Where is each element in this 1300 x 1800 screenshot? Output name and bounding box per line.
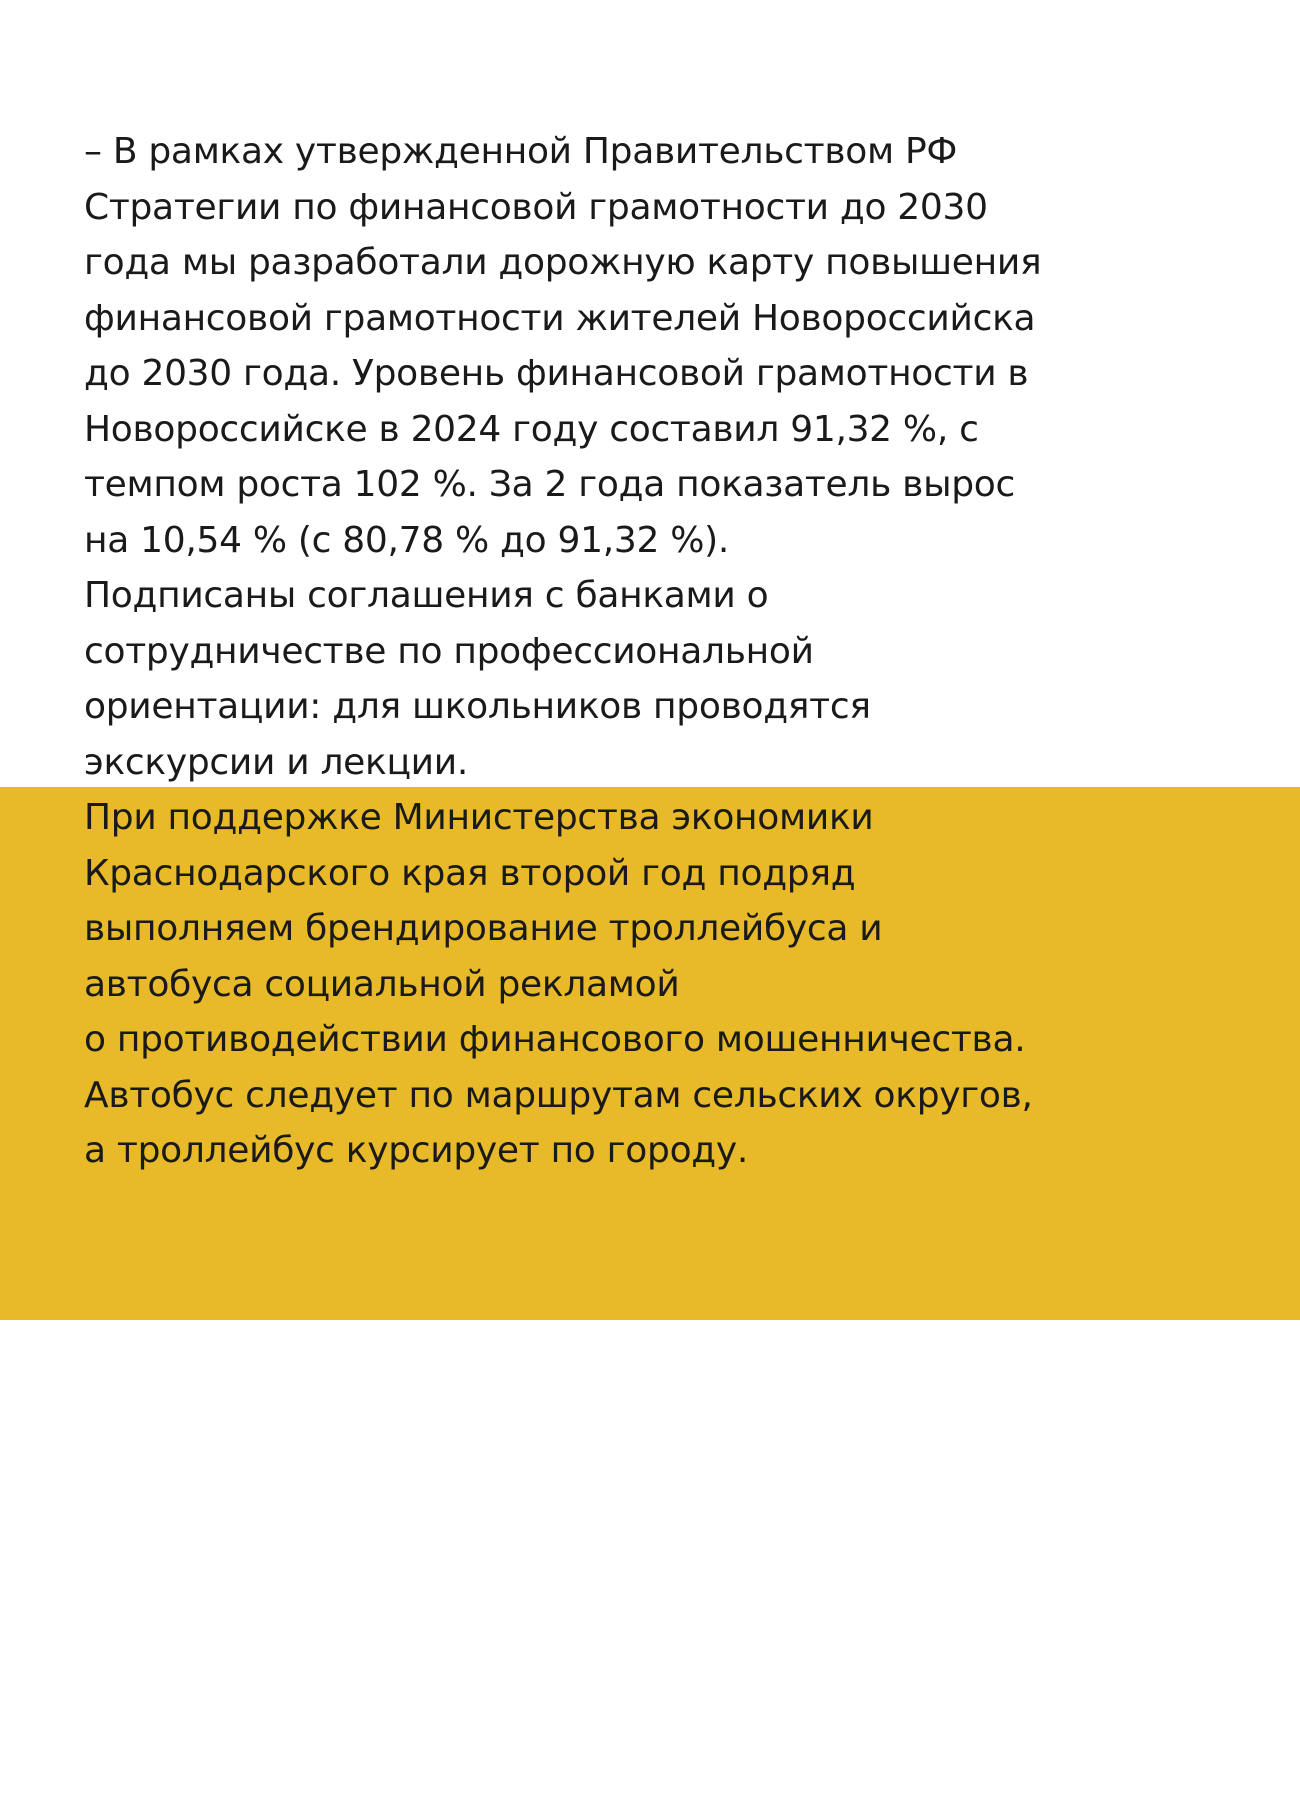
text-line: выполняем брендирование троллейбуса и (84, 908, 883, 949)
text-line: ориентации: для школьников проводятся (84, 686, 871, 727)
text-line: о противодействии финансового мошенничества. (84, 1019, 1026, 1060)
text-line: до 2030 года. Уровень финансовой грамотности в (84, 353, 1029, 394)
text-line: а троллейбус курсирует по городу. (84, 1130, 749, 1171)
text-line: – В рамках утвержденной Правительством РФ (84, 131, 958, 172)
text-line: финансовой грамотности жителей Новороссийска (84, 297, 1036, 339)
text-line: года мы разработали дорожную карту повышения (84, 242, 1042, 283)
text-line: При поддержке Министерства экономики (84, 797, 874, 838)
text-line: Стратегии по финансовой грамотности до 2030 (84, 186, 988, 228)
text-line: Новороссийске в 2024 году составил 91,32 %, с (84, 408, 979, 450)
text-line: сотрудничестве по профессиональной (84, 630, 814, 672)
text-line: Краснодарского края второй год подряд (84, 852, 856, 894)
article-text (84, 124, 1084, 1179)
text-line: на 10,54 % (с 80,78 % до 91,32 %). (84, 519, 729, 561)
text-line: Автобус следует по маршрутам сельских округов, (84, 1074, 1033, 1116)
text-line: автобуса социальной рекламой (84, 963, 680, 1005)
text-line: темпом роста 102 %. За 2 года показатель вырос (84, 464, 1015, 505)
text-line: Подписаны соглашения с банками о (84, 575, 769, 616)
text-line: экскурсии и лекции. (84, 741, 469, 783)
